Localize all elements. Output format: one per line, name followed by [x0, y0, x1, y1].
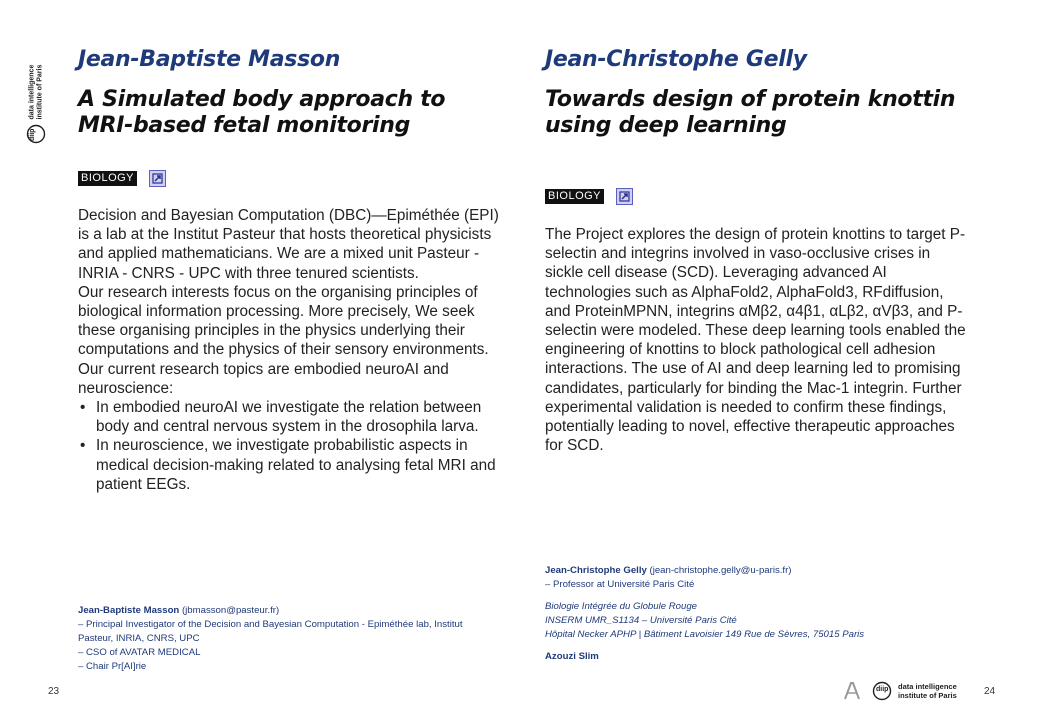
right-project-title: Towards design of protein knottin using deep learning: [545, 87, 956, 138]
right-external-link-icon[interactable]: [616, 188, 633, 205]
right-lab-line-1: Biologie Intégrée du Globule Rouge: [545, 601, 698, 612]
right-contact-role: – Professor at Université Paris Cité: [545, 579, 695, 590]
left-contact-name: Jean-Baptiste Masson: [78, 605, 180, 616]
partner-logo-icon: [842, 681, 862, 701]
right-tag-row: [545, 188, 633, 205]
arrow-up-right-icon: [619, 191, 630, 202]
brand-mark: diip: [29, 128, 36, 141]
left-bullet-2: • In neuroscience, we investigate probabilistic aspects in medical decision-making related to analysing fetal MRI and patient EEGs.: [78, 436, 508, 494]
right-page-number: 24: [984, 686, 996, 697]
left-contact-role-2: – CSO of AVATAR MEDICAL: [78, 647, 201, 658]
right-lab-line-3: Hôpital Necker APHP | Bâtiment Lavoisier 149 Rue de Sèvres, 75015 Paris: [545, 629, 865, 640]
footer-brand-line1: data intelligence: [898, 682, 957, 691]
right-description: [545, 225, 970, 455]
brand-line2: institute of Paris: [36, 64, 44, 120]
right-contact-block: [545, 564, 985, 664]
arrow-up-right-icon: [152, 173, 163, 184]
left-contact-block: [78, 604, 498, 674]
left-external-link-icon[interactable]: [149, 170, 166, 187]
left-bullet-1: • In embodied neuroAI we investigate the relation between body and central nervous system in the drosophila larva.: [78, 398, 508, 436]
right-author-name: Jean-Christophe Gelly: [545, 47, 807, 72]
left-contact-role-3: – Chair Pr[AI]rie: [78, 661, 147, 672]
left-contact-email[interactable]: (jbmasson@pasteur.fr): [179, 605, 280, 616]
right-contact-header: [545, 564, 985, 578]
left-tag-row: [78, 170, 166, 187]
left-contact-role-1: – Principal Investigator of the Decision and Bayesian Computation - Epiméthée lab, Institut Pasteur, INRIA, CNRS, UPC: [78, 619, 463, 644]
footer-brand-mark: diip: [876, 686, 889, 693]
footer-logos: [840, 680, 970, 702]
right-contact-name: Jean-Christophe Gelly: [545, 565, 647, 576]
left-project-title: A Simulated body approach to MRI-based fetal monitoring: [78, 87, 446, 138]
footer-brand-line2: institute of Paris: [898, 691, 957, 700]
right-second-contact-name: Azouzi Slim: [545, 651, 599, 662]
left-page-number: 23: [48, 686, 60, 697]
right-lab-line-2: INSERM UMR_S1134 – Université Paris Cité: [545, 615, 737, 626]
left-author-name: Jean-Baptiste Masson: [78, 47, 341, 72]
left-paragraph-1: Decision and Bayesian Computation (DBC)—Epiméthée (EPI) is a lab at the Institut Pasteur that hosts theoretical physicists and applied mathematicians. We are a mixed unit Pasteur - INRIA - CNRS - UPC with three tenured scientists.: [78, 207, 499, 282]
left-paragraph-2: Our research interests focus on the organising principles of biological information processing. More precisely, We seek these organising principles in the physics underlying their computations and the physics of their sensory environments.: [78, 283, 489, 359]
brand-logo-vertical: [26, 52, 46, 148]
left-category-tag: BIOLOGY: [78, 171, 137, 186]
right-contact-email[interactable]: (jean-christophe.gelly@u-paris.fr): [646, 565, 792, 576]
right-paragraph: The Project explores the design of protein knottins to target P-selectin and integrins involved in vaso-occlusive crises in sickle cell disease (SCD). Leveraging advanced AI technologies such as AlphaFold2, AlphaFold3, RFdiffusion, and ProteinMPNN, integrins αMβ2, α4β1, αLβ2, αVβ3, and P-selectin were modeled. These deep learning tools enabled the engineering of knottins to block pathological cell adhesion interactions. The use of AI and deep learning led to promising candidates, particularly for binding the Mac-1 integrin. Further experimental validation is needed to confirm these findings, potentially leading to novel, effective therapeutic approaches for SCD.: [545, 226, 966, 455]
left-contact-header: [78, 604, 498, 618]
left-description: [78, 206, 508, 494]
left-paragraph-3: Our current research topics are embodied neuroAI and neuroscience:: [78, 360, 449, 397]
brand-line1: data intelligence: [28, 64, 36, 120]
right-category-tag: BIOLOGY: [545, 189, 604, 204]
left-bullet-list: [78, 398, 508, 494]
